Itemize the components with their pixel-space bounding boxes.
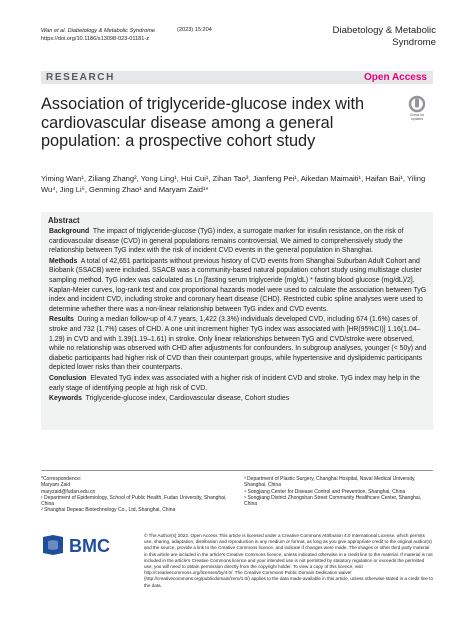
background-text: The impact of triglyceride-glucose (TyG) index, a surrogate marker for insulin resistance, on the risk of cardiovascular disease (CVD) in general populations remains controversial. We aimed to comprehensively study the relationship between TyG index with the risk of incident CVD events in the general population in Shanghai. (49, 228, 404, 255)
journal-name-line1: Diabetology & Metabolic (332, 25, 436, 36)
footnote-affiliation-3: ³ Department of Plastic Surgery, Changhai Hospital, Naval Medical University, Shanghai, China (244, 476, 416, 489)
results-label: Results (49, 316, 74, 324)
background-label: Background (49, 228, 90, 235)
year-volume: (2023) 15:204 (177, 27, 212, 33)
keywords-label: Keywords (49, 395, 82, 403)
methods-text: A total of 42,651 participants without previous history of CVD events from Shanghai Suburban Adult Cohort and Biobank (SSACB) were included. SSACB was a community-based natural population cohort study using multistage cluster sampling method. TyG index was calculated as Ln [fasting serum triglyceride (mg/dL) * fasting blood glucose (mg/dL)/2]. Kaplan-Meier curves, log-rank test and cox proportional hazards model were used to calculate the association between TyG index and incident CVD, including stroke and coronary heart disease (CHD). Restricted cubic spline analyses were used to determine whether there was a non-linear relationship between TyG index and CVD events. (49, 257, 427, 313)
author-list: Yiming Wan¹, Ziliang Zhang², Yong Ling¹, Hui Cui¹, Zihan Tao³, Jianfeng Pei¹, Aikedan Maimaiti¹, Haifan Bai¹, Yiling Wu⁴, Jing Li⁵, Genming Zhao¹ and Maryam Zaid¹* (41, 174, 426, 195)
badge-line2: updates (410, 117, 424, 121)
abstract-methods (49, 257, 427, 315)
doi-link[interactable]: https://doi.org/10.1186/s13098-023-01181-z (41, 36, 150, 43)
abstract-background (49, 227, 427, 256)
abstract-keywords (49, 394, 427, 404)
bmc-logo-icon (41, 533, 133, 557)
footnote-affiliation-1: ¹ Department of Epidemiology, School of Public Health, Fudan University, Shanghai, China (41, 494, 227, 508)
conclusion-label: Conclusion (49, 374, 87, 382)
abstract-body (49, 227, 427, 405)
open-access-label: Open Access (364, 72, 427, 83)
journal-name-line2: Syndrome (392, 36, 436, 48)
footnote-divider (41, 470, 433, 471)
footnote-correspondence: *Correspondence: (41, 476, 82, 482)
license-text: © The Author(s) 2023. Open Access This article is licensed under a Creative Commons Attribution 4.0 International License, which permits use, sharing, adaptation, distribution and reproduction in any medium or format, as long as you give appropriate credit to the original author(s) and the source, provide a link to the Creative Commons licence, and indicate if changes were made. The images or other third party material in this article are included in the article's Creative Commons licence, unless indicated otherwise in a credit line to the material. If material is not included in the article's Creative Commons licence and your intended use is not permitted by statutory regulation or exceeds the permitted use, you will need to obtain permission directly from the copyright holder. To view a copy of this licence, visit http://creativecommons.org/licenses/by/4.0/. The Creative Commons Public Domain Dedication waiver (http://creativecommons.org/publicdomain/zero/1.0/) applies to the data made available in this article, unless otherwise stated in a credit line to the data. (144, 533, 434, 588)
check-for-updates-badge[interactable] (402, 95, 432, 121)
abstract-results (49, 315, 427, 373)
citation-line: Wan et al. Diabetology & Metabolic Syndrome (41, 28, 156, 34)
keywords-text: Triglyceride-glucose index, Cardiovascular disease, Cohort studies (85, 395, 290, 403)
abstract-heading: Abstract (48, 216, 80, 225)
bmc-logo (41, 533, 133, 557)
running-header (41, 27, 155, 44)
abstract-conclusion (49, 374, 427, 393)
methods-label: Methods (49, 257, 78, 265)
bmc-logo-text: BMC (69, 536, 110, 556)
footnote-affiliation-5: ⁵ Songjiang District Zhongshan Street Community Healthcare Center, Shanghai, China (244, 494, 422, 508)
conclusion-text: Elevated TyG index was associated with a higher risk of incident CVD and stroke. TyG index may help in the early stage of identifying people at high risk of CVD. (49, 374, 420, 392)
results-text: During a median follow-up of 4.7 years, 1,422 (3.3%) individuals developed CVD, including 674 (1.6%) cases of stroke and 732 (1.7%) cases of CHD. A one unit increment higher TyG index was associated with [HR(95%CI)] 1.16(1.04–1.29) in CVD and with 1.39(1.19–1.61) in stroke. Only linear relationships between TyG and CVD/stroke were observed, while no relationship was observed with CHD after adjustments for confounders. In subgroup analyses, younger (< 50y) and diabetic participants had higher risk of CVD than their counterpart groups, while hypertensive and dyslipidemic participants depicted lower risks than their counterparts. (49, 316, 427, 372)
check-for-updates-icon (402, 95, 432, 121)
badge-line1: Check for (409, 113, 425, 117)
footnote-corresponding-author: Maryam Zaid (41, 482, 71, 489)
footnote-affiliation-4: ⁴ Songjiang Center for Disease Control and Prevention, Shanghai, China (244, 488, 406, 495)
article-title: Association of triglyceride-glucose index with cardiovascular disease among a general population: a prospective cohort study (41, 95, 365, 151)
journal-name (333, 25, 436, 48)
footnote-affiliation-2: ² Shanghai Depeac Biotechnology Co., Ltd, Shanghai, China (41, 507, 176, 514)
article-type-label: RESEARCH (46, 72, 115, 83)
footnotes-right (244, 476, 434, 507)
article-type-banner (41, 71, 433, 84)
footnotes-left (41, 476, 231, 514)
footnote-email[interactable]: maryzaid@fudan.edu.cn (41, 488, 96, 495)
